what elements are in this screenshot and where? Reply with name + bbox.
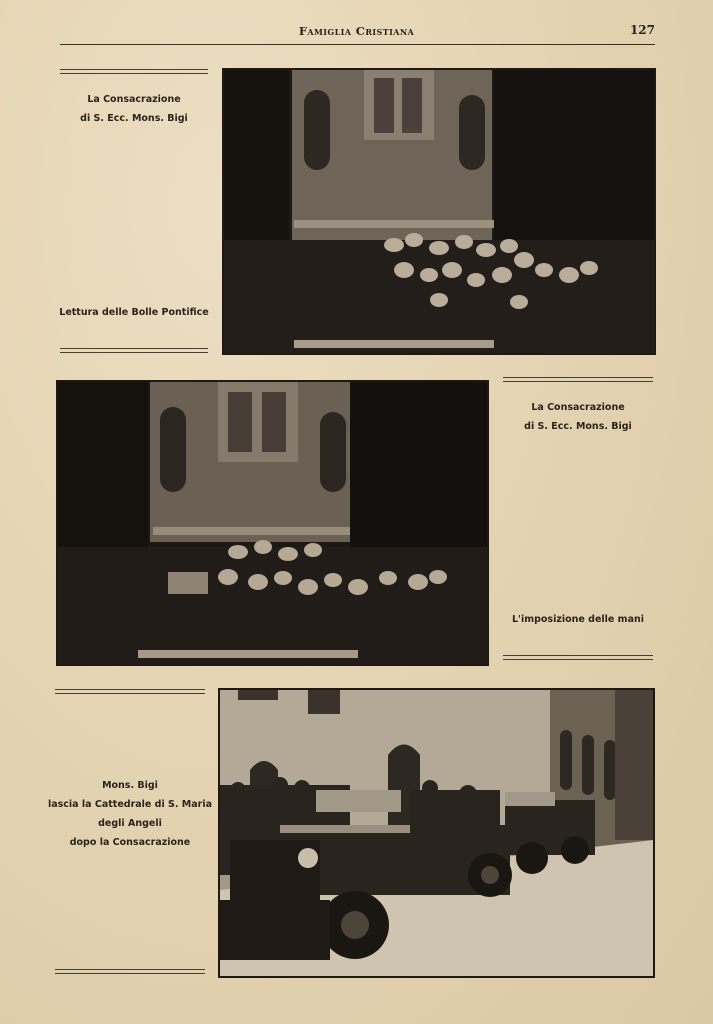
photo2-caption-sub: L'imposizione delle mani <box>511 614 645 625</box>
caption-rule-bottom <box>60 348 208 353</box>
caption-line: La Consacrazione <box>531 402 625 413</box>
page-number: 127 <box>629 23 655 37</box>
magazine-title: Famiglia Cristiana <box>298 24 415 38</box>
photo3-image <box>220 690 653 976</box>
photo1-caption-sub: Lettura delle Bolle Pontifice <box>59 307 209 318</box>
photo-imposition-of-hands <box>56 380 489 666</box>
caption-line: lascia la Cattedrale di S. Maria <box>47 799 213 810</box>
photo1-image <box>224 70 654 353</box>
caption-rule-bottom <box>55 969 205 974</box>
photo3-caption <box>45 776 215 852</box>
caption-rule-top <box>55 689 205 694</box>
photo-mons-bigi-leaving-cathedral <box>218 688 655 978</box>
photo2-image <box>58 382 487 664</box>
caption-rule-top <box>60 69 208 74</box>
photo-consecration-bulls-reading <box>222 68 656 355</box>
header-rule <box>60 44 655 45</box>
caption-line: Mons. Bigi <box>102 780 158 791</box>
photo2-caption-title <box>503 398 653 436</box>
caption-line: di S. Ecc. Mons. Bigi <box>80 113 188 124</box>
caption-rule-bottom <box>503 655 653 660</box>
caption-line: dopo la Consacrazione <box>69 837 191 848</box>
photo1-caption-title <box>60 90 208 128</box>
caption-rule-top <box>503 377 653 382</box>
caption-line: degli Angeli <box>98 818 162 829</box>
caption-line: La Consacrazione <box>87 94 181 105</box>
caption-line: di S. Ecc. Mons. Bigi <box>524 421 632 432</box>
